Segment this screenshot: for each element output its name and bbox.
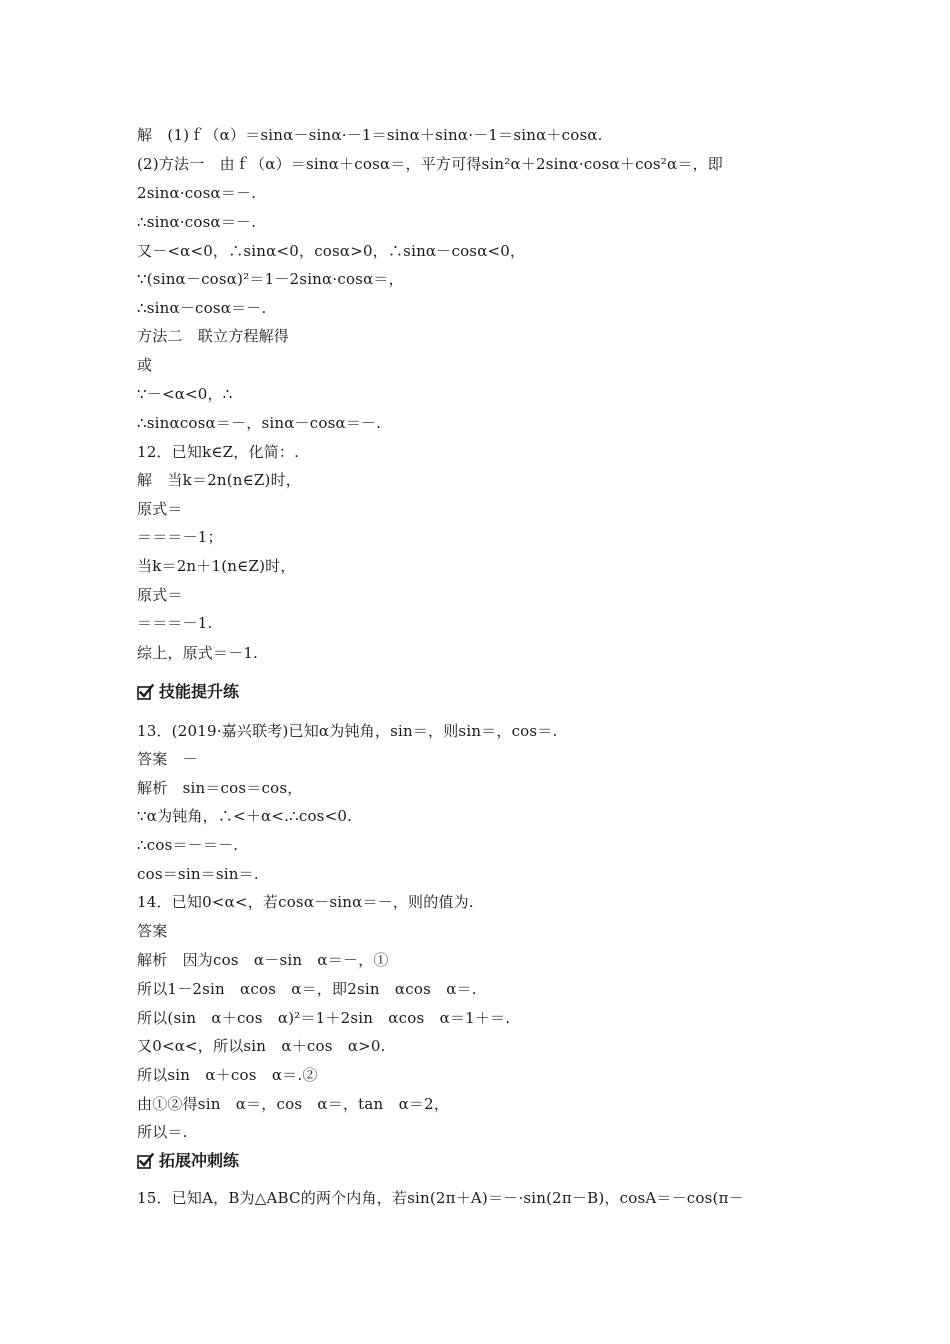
solution-line-10: ∵－<α<0，∴ <box>137 385 233 403</box>
solution-12-line-4: 当k＝2n＋1(n∈Z)时， <box>137 557 296 575</box>
problem-12: 12．已知k∈Z，化简：. <box>137 443 300 461</box>
section-heading-label: 技能提升练 <box>159 682 240 701</box>
solution-line-3: 2sinα·cosα＝－. <box>137 184 257 202</box>
analysis-13-line-1: 解析 sin＝cos＝cos， <box>137 779 303 797</box>
solution-12-line-5: 原式＝ <box>137 586 183 604</box>
problem-13: 13．(2019·嘉兴联考)已知α为钝角，sin＝，则sin＝，cos＝. <box>137 722 558 740</box>
solution-line-1: 解 (1)ｆ（α）＝sinα－sinα·－1＝sinα＋sinα·－1＝sinα＋cosα. <box>137 126 603 144</box>
analysis-14-line-6: 由①②得sin α＝，cos α＝，tan α＝2， <box>137 1095 450 1113</box>
solution-12-line-7: 综上，原式＝－1. <box>137 644 259 662</box>
answer-13: 答案 － <box>137 750 198 768</box>
analysis-13-line-2: ∵α为钝角，∴<＋α<.∴cos<0. <box>137 807 353 825</box>
section-heading-extension <box>137 1150 239 1172</box>
solution-12-line-1: 解 当k＝2n(n∈Z)时， <box>137 471 301 489</box>
solution-line-7: ∴sinα－cosα＝－. <box>137 299 267 317</box>
analysis-14-line-7: 所以＝. <box>137 1123 188 1141</box>
analysis-14-line-2: 所以1－2sin αcos α＝，即2sin αcos α＝. <box>137 980 477 998</box>
analysis-13-line-3: ∴cos＝－＝－. <box>137 836 239 854</box>
solution-line-5: 又－<α<0，∴sinα<0，cosα>0，∴sinα－cosα<0， <box>137 242 526 260</box>
problem-14: 14．已知0<α<，若cosα－sinα＝－，则的值为. <box>137 893 474 911</box>
solution-12-line-6: ＝＝＝－1. <box>137 614 213 632</box>
solution-line-4: ∴sinα·cosα＝－. <box>137 213 257 231</box>
problem-15: 15．已知A，B为△ABC的两个内角，若sin(2π＋A)＝－·sin(2π－B)，cosA＝－cos(π－ <box>137 1189 744 1207</box>
section-heading-label: 拓展冲刺练 <box>159 1151 240 1170</box>
section-heading-skill <box>137 681 239 703</box>
solution-line-11: ∴sinαcosα＝－，sinα－cosα＝－. <box>137 414 382 432</box>
solution-12-line-2: 原式＝ <box>137 500 183 518</box>
analysis-13-line-4: cos＝sin＝sin＝. <box>137 865 259 883</box>
solution-12-line-3: ＝＝＝－1； <box>137 528 223 546</box>
solution-line-2: (2)方法一 由ｆ（α）＝sinα＋cosα＝，平方可得sin²α＋2sinα·cosα＋cos²α＝，即 <box>137 155 723 173</box>
answer-14: 答案 <box>137 922 168 940</box>
analysis-14-line-1: 解析 因为cos α－sin α＝－，① <box>137 951 389 969</box>
checkbox-checked-icon <box>137 1153 154 1170</box>
analysis-14-line-3: 所以(sin α＋cos α)²＝1＋2sin αcos α＝1＋＝. <box>137 1009 511 1027</box>
analysis-14-line-5: 所以sin α＋cos α＝.② <box>137 1066 318 1084</box>
solution-line-6: ∵(sinα－cosα)²＝1－2sinα·cosα＝， <box>137 270 404 288</box>
analysis-14-line-4: 又0<α<，所以sin α＋cos α>0. <box>137 1037 386 1055</box>
checkbox-checked-icon <box>137 684 154 701</box>
solution-line-9: 或 <box>137 356 153 374</box>
solution-line-8: 方法二 联立方程解得 <box>137 327 290 345</box>
